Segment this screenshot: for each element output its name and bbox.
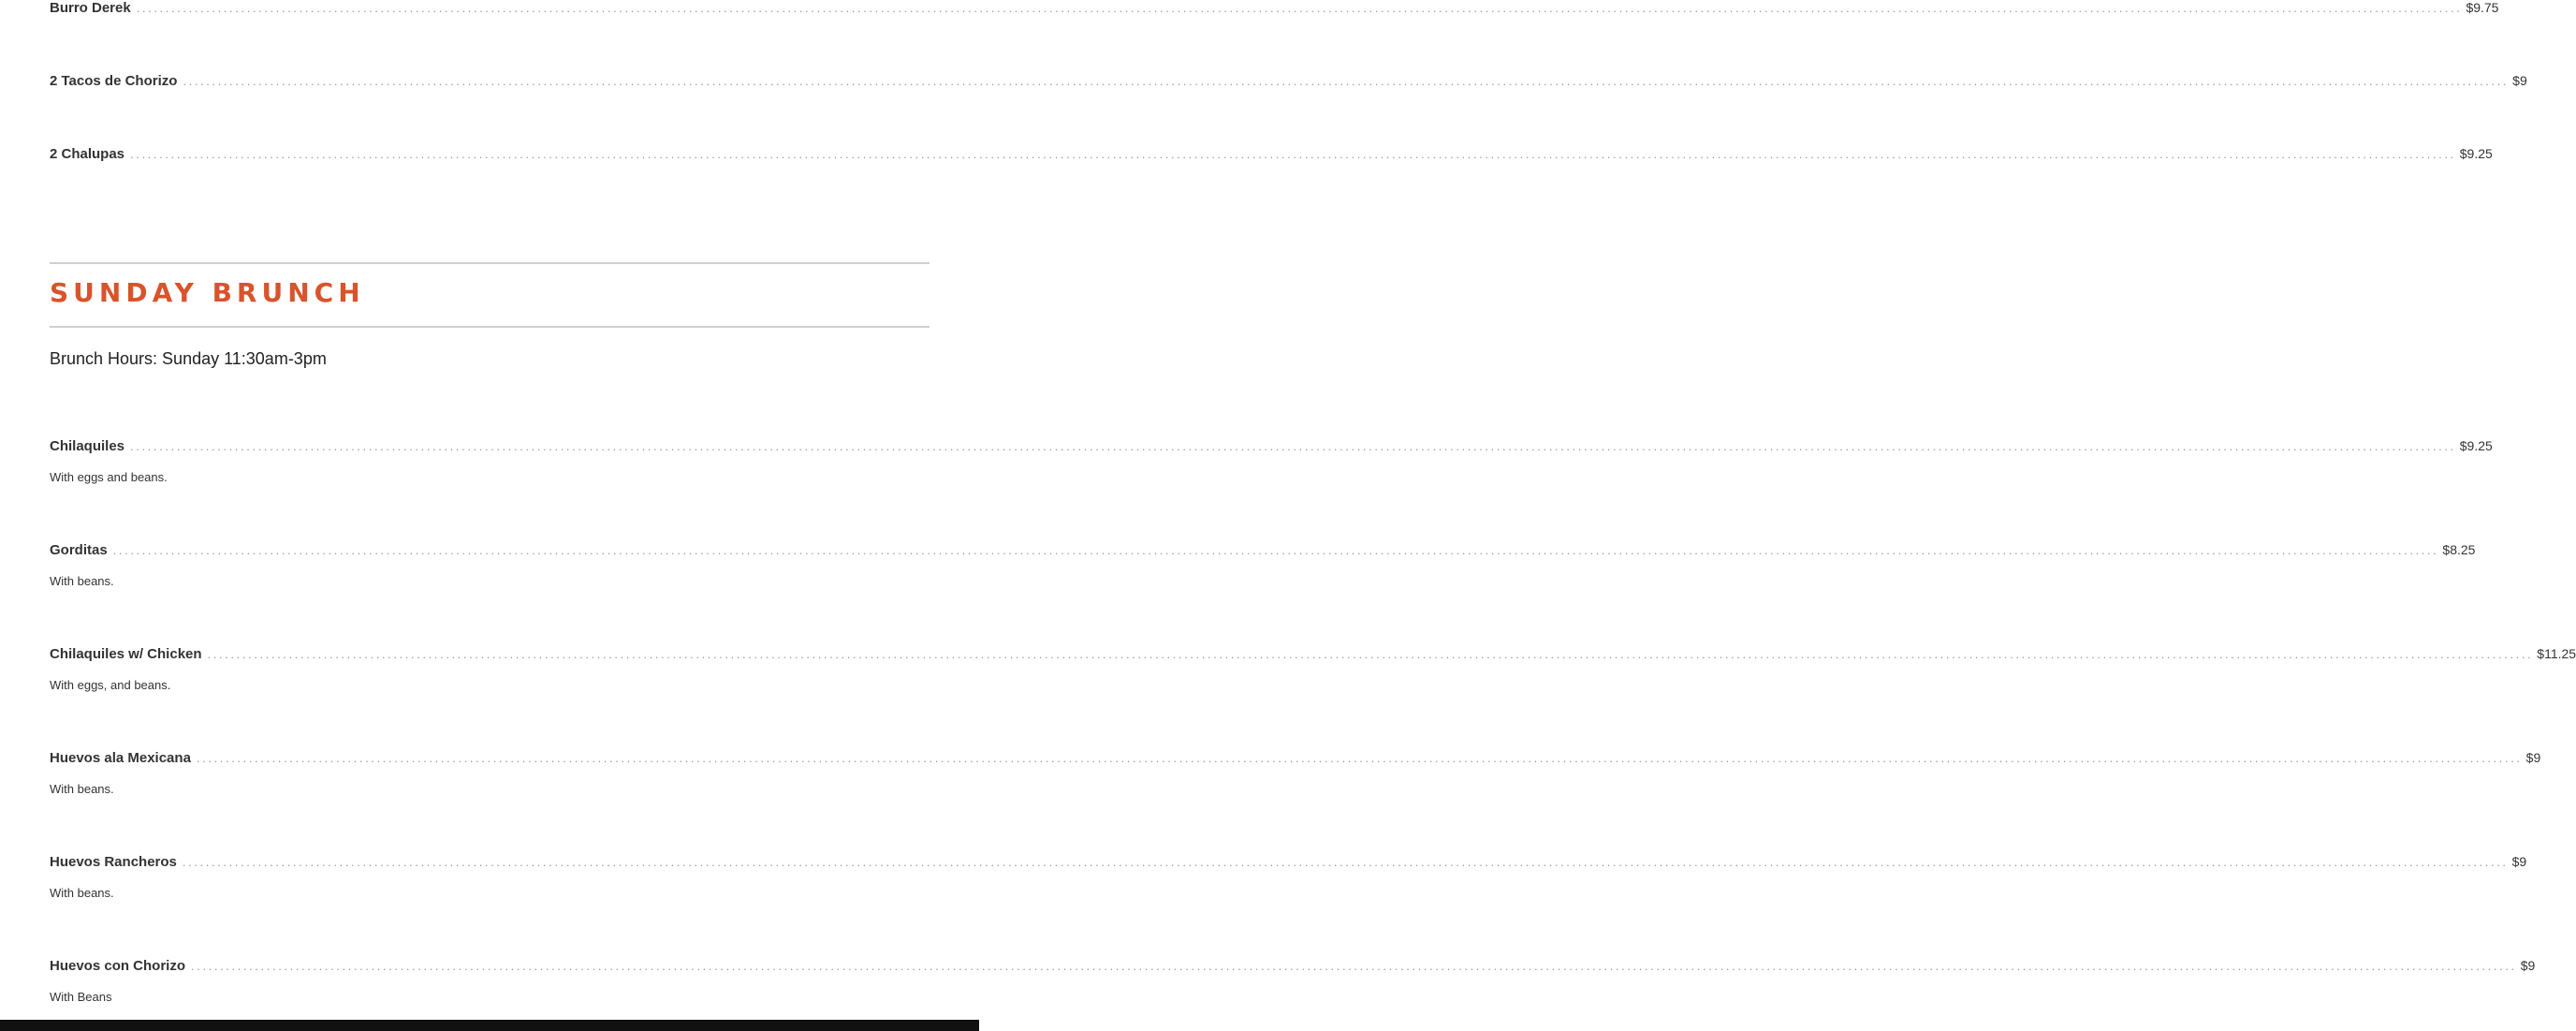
dot-leader: ................................................................................................................................................................................................................................................................................................................................................................................................................: [130, 439, 2456, 453]
dot-leader: ................................................................................................................................................................................................................................................................................................................................................................................................................: [207, 647, 2534, 661]
menu-item: [50, 0, 2499, 22]
item-price: $11.25: [2537, 646, 2576, 661]
dot-leader: ................................................................................................................................................................................................................................................................................................................................................................................................................: [136, 1, 2463, 15]
section-divider-bottom: [50, 326, 929, 328]
item-name: Huevos ala Mexicana: [50, 750, 191, 766]
section-divider-top: [50, 262, 929, 264]
item-price: $9: [2520, 958, 2536, 973]
item-name: 2 Tacos de Chorizo: [50, 73, 178, 89]
item-price: $9: [2512, 73, 2527, 88]
item-name: Chilaquiles: [50, 438, 125, 454]
menu-item: [50, 146, 2493, 169]
dot-leader: ................................................................................................................................................................................................................................................................................................................................................................................................................: [112, 543, 2439, 557]
item-price: $9.25: [2459, 438, 2493, 453]
item-price: $9: [2511, 854, 2527, 869]
menu-item: [50, 646, 2576, 692]
section-title: SUNDAY BRUNCH: [50, 277, 365, 308]
item-price: $9: [2525, 750, 2541, 765]
menu-item: [50, 958, 2536, 1004]
menu-item: [50, 542, 2476, 588]
item-description: With Beans: [50, 990, 112, 1004]
item-description: With beans.: [50, 574, 114, 588]
item-price: $8.25: [2442, 542, 2476, 557]
item-name: Chilaquiles w/ Chicken: [50, 646, 202, 662]
item-name: Huevos Rancheros: [50, 854, 177, 870]
item-description: With eggs and beans.: [50, 470, 168, 484]
item-description: With eggs, and beans.: [50, 678, 171, 692]
item-name: 2 Chalupas: [50, 146, 125, 162]
dot-leader: ................................................................................................................................................................................................................................................................................................................................................................................................................: [196, 751, 2523, 765]
menu-item: [50, 73, 2527, 96]
brunch-hours: Brunch Hours: Sunday 11:30am-3pm: [50, 349, 327, 368]
footer-bar: [0, 1020, 979, 1031]
menu-item: [50, 854, 2527, 900]
item-price: $9.75: [2466, 0, 2499, 15]
dot-leader: ................................................................................................................................................................................................................................................................................................................................................................................................................: [182, 855, 2509, 869]
dot-leader: ................................................................................................................................................................................................................................................................................................................................................................................................................: [191, 959, 2517, 973]
dot-leader: ................................................................................................................................................................................................................................................................................................................................................................................................................: [183, 74, 2510, 88]
menu-item: [50, 750, 2541, 796]
menu-item: [50, 438, 2493, 484]
item-description: With beans.: [50, 886, 114, 900]
item-name: Burro Derek: [50, 0, 131, 16]
item-name: Huevos con Chorizo: [50, 958, 186, 974]
dot-leader: ................................................................................................................................................................................................................................................................................................................................................................................................................: [130, 147, 2456, 161]
item-price: $9.25: [2459, 146, 2493, 161]
item-name: Gorditas: [50, 542, 108, 558]
item-description: With beans.: [50, 782, 114, 796]
